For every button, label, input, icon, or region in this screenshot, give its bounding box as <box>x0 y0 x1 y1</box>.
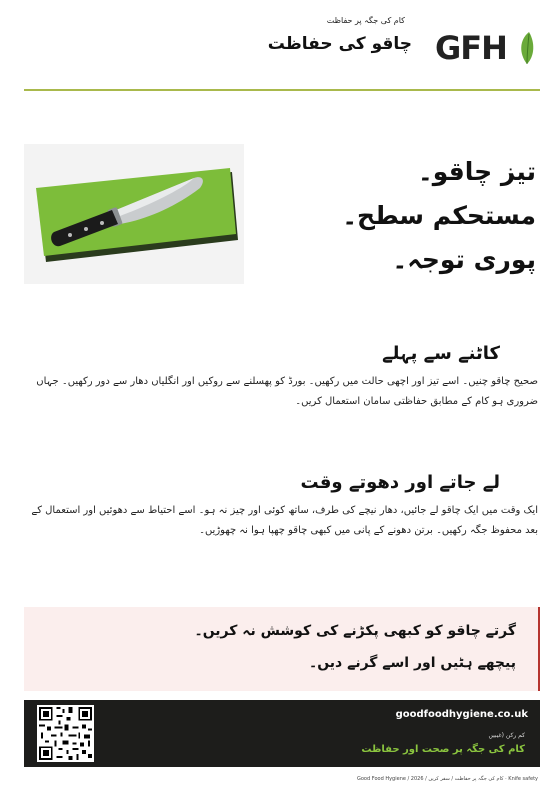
warning-box <box>24 607 540 691</box>
logo-text: GFH <box>435 29 507 67</box>
footer <box>24 700 540 767</box>
credit-line: Good Food Hygiene / 2026 / کام کی جگہ پر حفاظت / سفر کریں · Knife safety <box>357 776 538 782</box>
warning-line-1: گرتے چاقو کو کبھی پکڑنے کی کوشش نہ کریں۔ <box>194 623 516 639</box>
warning-line-2: پیچھے ہٹیں اور اسے گرنے دیں۔ <box>309 655 516 671</box>
header-divider <box>24 89 540 91</box>
warning-accent-bar <box>538 607 540 691</box>
footer-small-text: کم رکن (غیبیں <box>488 732 525 739</box>
leaf-icon <box>519 30 535 66</box>
footer-tagline: کام کی جگہ پر صحت اور حفاظت <box>361 744 525 755</box>
section-title-before-cutting: کاٹنے سے پہلے <box>382 343 500 364</box>
knife-on-board-image <box>24 144 244 284</box>
slogan <box>286 150 536 282</box>
section-body-carrying-washing: ایک وقت میں ایک چاقو لے جائیں، دھار نیچے کی طرف، ساتھ کوئی اور چیز نہ ہو۔ اسے احتیاط سے دھوئیں اور استعمال کے بعد محفوظ جگہ رکھیں۔ برتن دھونے کے پانی میں کبھی چاقو چھپا ہوا نہ چھوڑیں۔ <box>31 505 538 536</box>
section-body-before-cutting: صحیح چاقو چنیں۔ اسے تیز اور اچھی حالت میں رکھیں۔ بورڈ کو پھسلنے سے روکیں اور انگلیاں دھار سے دور رکھیں۔ جہاں ضروری ہو کام کے مطابق حفاظتی سامان استعمال کریں۔ <box>36 376 538 407</box>
qr-code[interactable] <box>37 705 94 762</box>
slogan-line-2: مستحکم سطح۔ <box>342 201 536 230</box>
header-title: چاقو کی حفاظت <box>267 34 412 54</box>
website-link[interactable]: goodfoodhygiene.co.uk <box>395 709 528 720</box>
slogan-line-1: تیز چاقو۔ <box>418 157 536 186</box>
header-subtitle: کام کی جگہ پر حفاظت <box>326 16 405 25</box>
section-title-carrying-washing: لے جاتے اور دھوتے وقت <box>300 472 500 493</box>
slogan-line-3: پوری توجہ۔ <box>392 245 536 274</box>
gfh-logo <box>435 26 540 70</box>
